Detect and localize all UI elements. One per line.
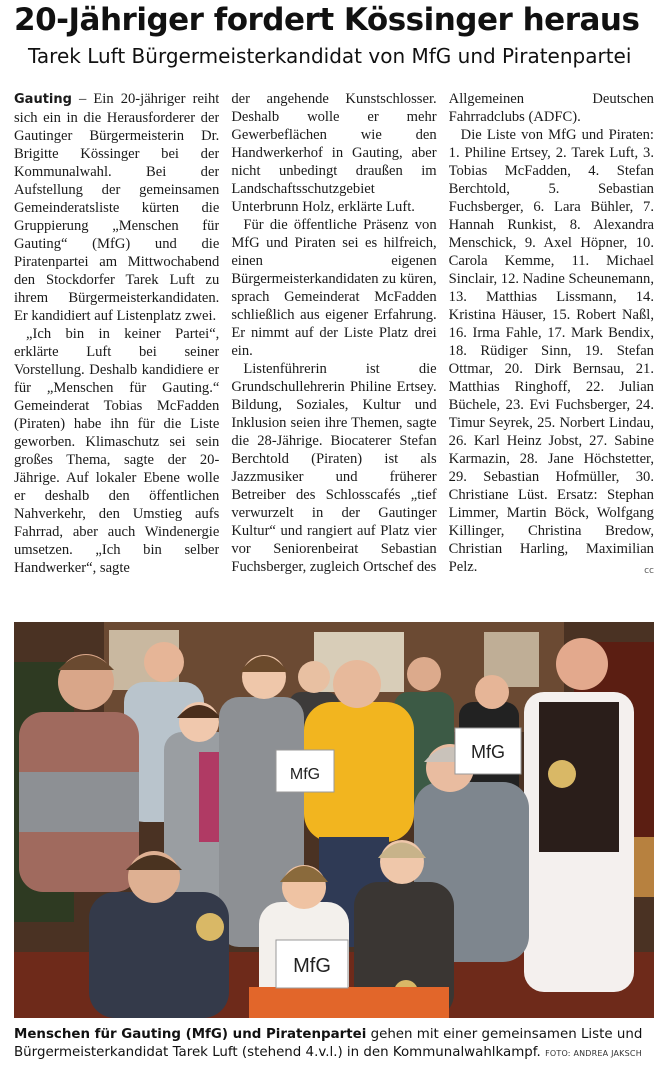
mfg-sign-text: MfG xyxy=(293,955,331,977)
paragraph: Allgemeinen Deutschen Fahrradclubs (ADFC). xyxy=(448,91,654,125)
group-photo xyxy=(14,622,654,1018)
dateline: Gauting xyxy=(14,92,72,107)
caption-text: gehen mit einer gemeinsamen Liste und Bürgermeisterkandidat Tarek Luft (stehend 4.v.l.) in den Kommunalwahlkampf. xyxy=(14,1027,643,1060)
mfg-sign xyxy=(455,728,521,774)
paragraph: Listenführerin ist die Grundschullehrerin Philine Ertsey. Bildung, Soziales, Kultur und Inklusion seien ihre Themen, sagte die 28-Jährige. Biocaterer Stefan Berchtold (Piraten) ist als Jazzmusiker und früherer Betreiber des Schlosscafés „tief verwurzelt in der Gautinger Kultur“ und rangiert auf Platz vier vor Seniorenbeirat Sebastian Fuchsberger, zugleich Ortschef des xyxy=(231,361,437,575)
paragraph: Für die öffentliche Präsenz von MfG und Piraten sei es hilfreich, einen eigenen Bürgermeisterkandidaten zu küren, sprach Gemeinderat McFadden schließlich aus eigener Erfahrung. Er nimmt auf der Liste Platz drei ein. xyxy=(231,217,437,359)
article-column-3 xyxy=(449,90,654,605)
headline: 20-Jähriger fordert Kössinger heraus xyxy=(14,2,640,38)
paragraph xyxy=(14,90,219,325)
mfg-sign-text: MfG xyxy=(471,742,505,762)
paragraph-text: – Ein 20-jähriger reiht sich ein in die Herausforderer der Gautinger Bürgermeisterin Dr. Brigitte Kössinger bei der Kommunalwahl. Bei der Aufstellung der gemeinsamen Gemeinderatsliste kürten die Gruppierung „Menschen für Gauting“ (MfG) und die Piratenpartei am Mittwochabend den Stockdorfer Tarek Luft zu ihrem Bürgermeisterkandidaten. Er kandidiert auf Listenplatz zwei. xyxy=(14,91,220,324)
author-initials: cc xyxy=(644,566,654,576)
mfg-sign xyxy=(276,750,334,792)
orange-blanket xyxy=(249,987,449,1018)
photo-credit: FOTO: ANDREA JAKSCH xyxy=(545,1049,642,1058)
subheadline: Tarek Luft Bürgermeisterkandidat von MfG und Piratenpartei xyxy=(28,44,632,68)
photo-caption xyxy=(14,1026,654,1063)
paragraph: der angehende Kunstschlosser. Deshalb wolle er mehr Gewerbeflächen wie den Handwerkerhof in Gauting, aber nicht unbedingt draußen im Landschaftsschutzgebiet Unterbrunn Holz, erklärte Luft. xyxy=(231,91,437,215)
paragraph: „Ich bin in keiner Partei“, erklärte Luft bei seiner Vorstellung. Deshalb kandidiere er für „Menschen für Gauting.“ Gemeinderat Tobias McFadden (Piraten) habe ihn für die Liste geworben. Klimaschutz sei sein großes Thema, sagte der 20-Jährige. Auf lokaler Ebene wolle er deshalb den öffentlichen Nahverkehr, den Umstieg aufs Fahrrad, aber auch Windenergie umsetzen. „Ich bin selber Handwerker“, sagte xyxy=(14,326,220,576)
article-column-2 xyxy=(231,90,436,605)
article-column-1 xyxy=(14,90,219,605)
mfg-sign-text: MfG xyxy=(289,766,321,783)
candidate-list: Die Liste von MfG und Piraten: 1. Philine Ertsey, 2. Tarek Luft, 3. Tobias McFadden, 4. Stefan Berchtold, 5. Sebastian Fuchsberger, 6. Lara Bühler, 7. Hannah Runkist, 8. Alexandra Menschick, 9. Axel Höpner, 10. Carola Kemme, 11. Michael Sinclair, 12. Nadine Scheunemann, 13. Matthias Lissmann, 14. Kristina Häuser, 15. Robert Naßl, 16. Irma Fahle, 17. Mark Bendix, 18. Rüdiger Sinn, 19. Stefan Ottmar, 20. Dirk Bernsau, 21. Matthias Ringhoff, 22. Julian Büchele, 23. Evi Fuchsberger, 24. Timur Seyrek, 25. Norbert Lindau, 26. Karl Heinz Jobst, 27. Sabine Karmazin, 28. Jane Höchstetter, 29. Sebastian Hofmüller, 30. Christiane Lüst. Ersatz: Stephan Limmer, Martin Böck, Wolfgang Killinger, Christina Bredow, Christian Harling, Maximilian Pelz. xyxy=(448,127,654,575)
paragraph xyxy=(449,126,654,576)
mfg-sign xyxy=(276,940,348,988)
group-photo-illustration xyxy=(14,622,654,1018)
article-body xyxy=(14,90,654,605)
caption-bold: Menschen für Gauting (MfG) und Piratenpartei xyxy=(14,1027,367,1042)
